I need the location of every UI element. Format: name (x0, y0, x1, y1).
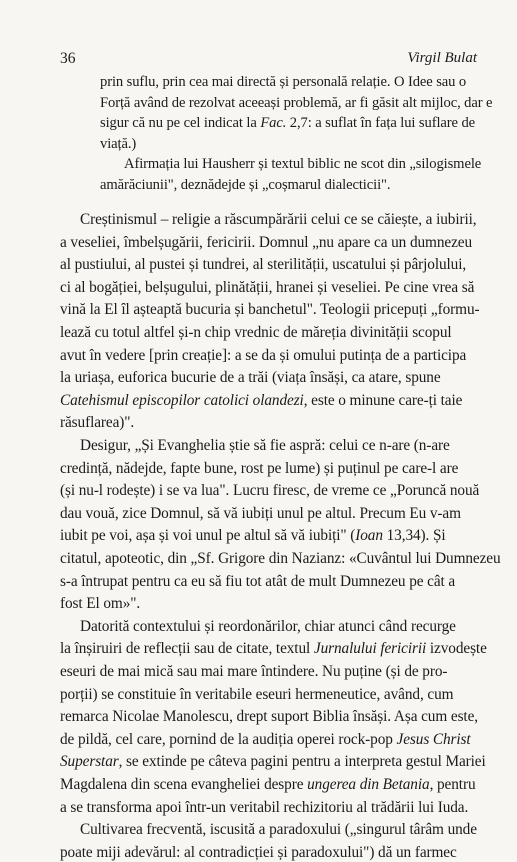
paragraph3-line: Magdalena din scena evangheliei despre ungerea din Betania, pentru (60, 776, 476, 793)
paragraph4-line: poate miji adevărul: al contradicției și paradoxului") dă un farmec (60, 843, 457, 861)
paragraph2-line: iubit pe voi, așa și voi unul pe altul să vă iubiți" (Ioan 13,34). Și (60, 527, 446, 545)
block1-line: prin suflu, prin cea mai directă și personală relație. O Idee sau o (100, 74, 467, 90)
paragraph3-line: la înșiruiri de reflecții sau de citate, textul Jurnalului fericirii izvodește (60, 640, 487, 658)
block1-line: sigur că nu pe cel indicat la Fac. 2,7: a suflat în fața lui suflare de (100, 115, 476, 131)
paragraph4-line: Cultivarea frecventă, iscusită a paradoxului („singurul târâm unde (80, 821, 477, 839)
block1-line: viață.) (100, 135, 137, 152)
running-head: Virgil Bulat (407, 50, 477, 66)
paragraph3-line: remarca Nicolae Manolescu, drept suport Biblia însăși. Așa cum este, (60, 708, 478, 726)
paragraph3-line: eseuri de mai mică sau mai mare întindere. Nu puține (și de pro- (60, 663, 448, 680)
paragraph2-line: citatul, apoteotic, din „Sf. Grigore din Nazianz: «Cuvântul lui Dumnezeu (60, 550, 501, 567)
paragraph2-line: credință, nădejde, fapte bune, rost pe lume) și puținul pe care-l are (60, 459, 459, 477)
page-header (0, 50, 517, 70)
paragraph2-line: fost El om»". (60, 595, 141, 613)
paragraph1-line: ci al bogăției, belșugului, plinătății, hranei și veseliei. Pe cine vrea să (60, 278, 475, 296)
page-number: 36 (60, 50, 76, 67)
block1-line: Afirmația lui Hausherr și textul biblic ne scot din „silogismele (124, 156, 482, 172)
paragraph1-line: avut în vedere [prin creație]: a se da și omului putința de a participa (60, 346, 467, 364)
paragraph3-line: de pildă, cel care, pornind de la audiția operei rock-pop Jesus Christ (60, 730, 471, 748)
paragraph3-line: Datorită contextului și reordonărilor, chiar atunci când recurge (80, 617, 456, 635)
paragraph2-line: (și nu-l rodește) i se va lua". Lucru firesc, de vreme ce „Poruncă nouă (60, 482, 480, 500)
paragraph2-line: dau vouă, zice Domnul, să vă iubiți unul pe altul. Precum Eu v-am (60, 504, 461, 522)
paragraph1-line: la uriașa, euforica bucurie de a trăi (viața însăși, ca atare, spune (60, 369, 441, 387)
paragraph2-line: s-a întrupat pentru ca eu să fiu tot atât de mult Dumnezeu pe cât a (60, 572, 456, 590)
paragraph1-line: al pustiului, al pustei și tundrei, al sterilității, uscatului și pârjolului, (60, 256, 467, 274)
block1-line: amărăciunii", deznădejde și „coșmarul dialecticii". (100, 176, 391, 193)
paragraph3-line: a se transforma apoi într-un veritabil rechizitoriu al trădării lui Iuda. (60, 798, 469, 816)
paragraph1-line: Creștinismul – religie a răscumpărării celui ce se căiește, a iubirii, (80, 211, 477, 228)
paragraph1-line: răsuflarea)". (60, 414, 135, 432)
paragraph1-line: vină la El îl așteaptă bucuria și banchetul". Teologii pricepuți „formu- (60, 301, 480, 319)
paragraph2-line: Desigur, „Și Evanghelia știe să fie aspră: celui ce n-are (n-are (80, 437, 450, 454)
block1-line: Forță având de rezolvat aceeași problemă, ar fi găsit alt mijloc, dar e (100, 94, 493, 111)
paragraph3-line: porții) se constituie în veritabile eseuri hermeneutice, având, cum (60, 685, 454, 703)
paragraph1-line: a veseliei, îmbelșugării, fericirii. Domnul „nu apare ca un dumnezeu (60, 233, 473, 251)
paragraph3-line: Superstar, se extinde pe câteva pagini pentru a interpreta gestul Mariei (60, 753, 486, 771)
paragraph1-line: Catehismul episcopilor catolici olandezi, este o minune care-ți taie (60, 391, 463, 409)
paragraph1-line: lează cu totul altfel și-n chip vrednic de măreția divinității scopul (60, 324, 452, 341)
